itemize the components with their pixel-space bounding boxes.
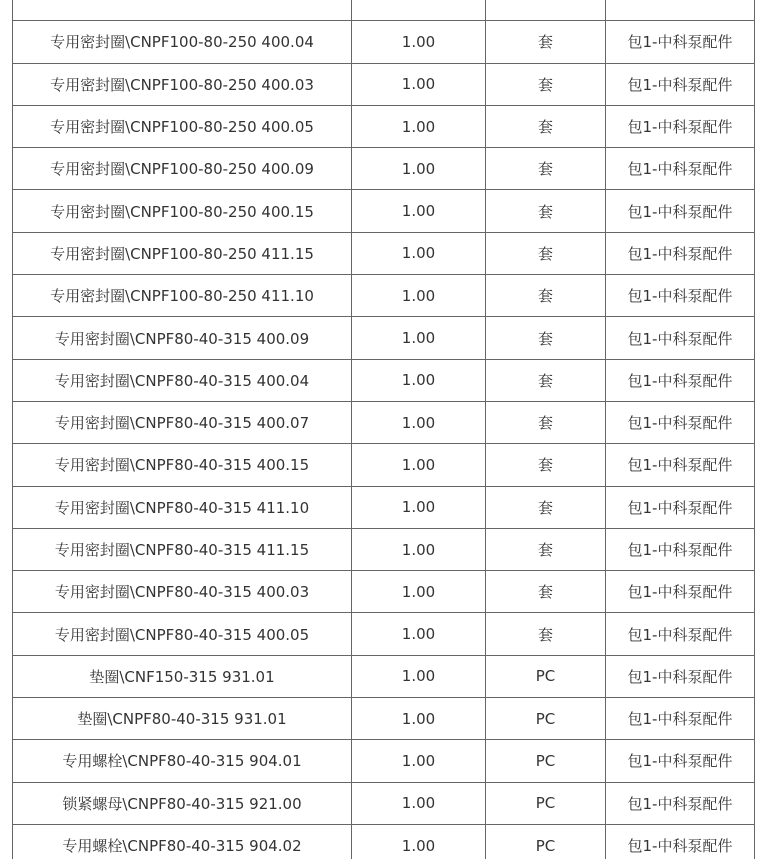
cell-item-name: 专用密封圈\CNPF80-40-315 400.03 [13, 571, 352, 613]
table-row [13, 190, 755, 232]
cell-unit: 套 [486, 148, 606, 190]
cell-remark: 包1-中科泵配件 [606, 63, 755, 105]
table-row [13, 824, 755, 859]
table-row [13, 232, 755, 274]
cell-quantity: 1.00 [352, 148, 486, 190]
cell-unit [486, 0, 606, 21]
cell-remark: 包1-中科泵配件 [606, 275, 755, 317]
cell-unit: 套 [486, 21, 606, 63]
table-row [13, 105, 755, 147]
cell-quantity: 1.00 [352, 571, 486, 613]
table-row [13, 528, 755, 570]
cell-item-name: 专用密封圈\CNPF80-40-315 411.15 [13, 528, 352, 570]
cell-remark: 包1-中科泵配件 [606, 21, 755, 63]
cell-quantity: 1.00 [352, 740, 486, 782]
cell-unit: PC [486, 740, 606, 782]
table-row [13, 275, 755, 317]
cell-item-name: 专用螺栓\CNPF80-40-315 904.01 [13, 740, 352, 782]
cell-quantity: 1.00 [352, 105, 486, 147]
table-row [13, 148, 755, 190]
cell-remark: 包1-中科泵配件 [606, 740, 755, 782]
cell-unit: 套 [486, 486, 606, 528]
table-row [13, 401, 755, 443]
cell-quantity: 1.00 [352, 486, 486, 528]
cell-unit: 套 [486, 63, 606, 105]
cell-quantity: 1.00 [352, 275, 486, 317]
cell-item-name: 专用密封圈\CNPF100-80-250 400.05 [13, 105, 352, 147]
table-row [13, 486, 755, 528]
cell-item-name: 专用密封圈\CNPF80-40-315 411.10 [13, 486, 352, 528]
table-row [13, 359, 755, 401]
cell-item-name: 专用密封圈\CNPF100-80-250 411.10 [13, 275, 352, 317]
cell-remark: 包1-中科泵配件 [606, 401, 755, 443]
cell-item-name: 专用密封圈\CNPF80-40-315 400.09 [13, 317, 352, 359]
table-row [13, 782, 755, 824]
cell-remark: 包1-中科泵配件 [606, 655, 755, 697]
table-row [13, 571, 755, 613]
table-row [13, 444, 755, 486]
cell-item-name: 专用密封圈\CNPF100-80-250 411.15 [13, 232, 352, 274]
cell-unit: 套 [486, 275, 606, 317]
cell-remark: 包1-中科泵配件 [606, 190, 755, 232]
cell-quantity [352, 0, 486, 21]
cell-quantity: 1.00 [352, 63, 486, 105]
cell-item-name: 专用密封圈\CNPF80-40-315 400.04 [13, 359, 352, 401]
cell-remark: 包1-中科泵配件 [606, 317, 755, 359]
cell-unit: 套 [486, 317, 606, 359]
cell-quantity: 1.00 [352, 528, 486, 570]
cell-remark: 包1-中科泵配件 [606, 698, 755, 740]
cell-quantity: 1.00 [352, 21, 486, 63]
table-row [13, 317, 755, 359]
cell-unit: 套 [486, 359, 606, 401]
table-row [13, 21, 755, 63]
cell-item-name: 专用密封圈\CNPF100-80-250 400.09 [13, 148, 352, 190]
cell-item-name: 专用密封圈\CNPF100-80-250 400.04 [13, 21, 352, 63]
cell-remark: 包1-中科泵配件 [606, 824, 755, 859]
table-row [13, 613, 755, 655]
cell-quantity: 1.00 [352, 190, 486, 232]
cell-unit: 套 [486, 528, 606, 570]
cell-remark: 包1-中科泵配件 [606, 613, 755, 655]
table-row [13, 655, 755, 697]
cell-quantity: 1.00 [352, 444, 486, 486]
cell-remark: 包1-中科泵配件 [606, 486, 755, 528]
cell-remark: 包1-中科泵配件 [606, 444, 755, 486]
cell-item-name: 垫圈\CNF150-315 931.01 [13, 655, 352, 697]
table-row [13, 63, 755, 105]
cell-item-name: 专用密封圈\CNPF80-40-315 400.05 [13, 613, 352, 655]
items-table [12, 0, 755, 859]
cell-remark: 包1-中科泵配件 [606, 232, 755, 274]
cell-remark: 包1-中科泵配件 [606, 359, 755, 401]
cell-remark: 包1-中科泵配件 [606, 148, 755, 190]
cell-unit: 套 [486, 613, 606, 655]
cell-item-name: 锁紧螺母\CNPF80-40-315 921.00 [13, 782, 352, 824]
cell-unit: 套 [486, 232, 606, 274]
cell-unit: PC [486, 782, 606, 824]
cell-unit: 套 [486, 105, 606, 147]
cell-item-name: 专用密封圈\CNPF80-40-315 400.07 [13, 401, 352, 443]
cell-item-name: 专用密封圈\CNPF80-40-315 400.15 [13, 444, 352, 486]
cell-remark: 包1-中科泵配件 [606, 571, 755, 613]
cell-remark: 包1-中科泵配件 [606, 782, 755, 824]
cell-quantity: 1.00 [352, 401, 486, 443]
cell-unit: 套 [486, 190, 606, 232]
cell-quantity: 1.00 [352, 317, 486, 359]
cell-unit: PC [486, 655, 606, 697]
cell-unit: PC [486, 698, 606, 740]
cell-quantity: 1.00 [352, 655, 486, 697]
cell-item-name: 专用密封圈\CNPF100-80-250 400.15 [13, 190, 352, 232]
cell-item-name: 专用密封圈\CNPF100-80-250 400.03 [13, 63, 352, 105]
cell-remark: 包1-中科泵配件 [606, 528, 755, 570]
table-row [13, 0, 755, 21]
cell-remark: 包1-中科泵配件 [606, 105, 755, 147]
table-row [13, 698, 755, 740]
cell-unit: 套 [486, 444, 606, 486]
cell-quantity: 1.00 [352, 359, 486, 401]
cell-quantity: 1.00 [352, 613, 486, 655]
cell-quantity: 1.00 [352, 824, 486, 859]
cell-unit: PC [486, 824, 606, 859]
cell-remark [606, 0, 755, 21]
cell-item-name [13, 0, 352, 21]
cell-quantity: 1.00 [352, 698, 486, 740]
items-table-body [13, 0, 755, 859]
cell-item-name: 专用螺栓\CNPF80-40-315 904.02 [13, 824, 352, 859]
cell-quantity: 1.00 [352, 232, 486, 274]
cell-unit: 套 [486, 401, 606, 443]
cell-item-name: 垫圈\CNPF80-40-315 931.01 [13, 698, 352, 740]
cell-unit: 套 [486, 571, 606, 613]
cell-quantity: 1.00 [352, 782, 486, 824]
table-row [13, 740, 755, 782]
